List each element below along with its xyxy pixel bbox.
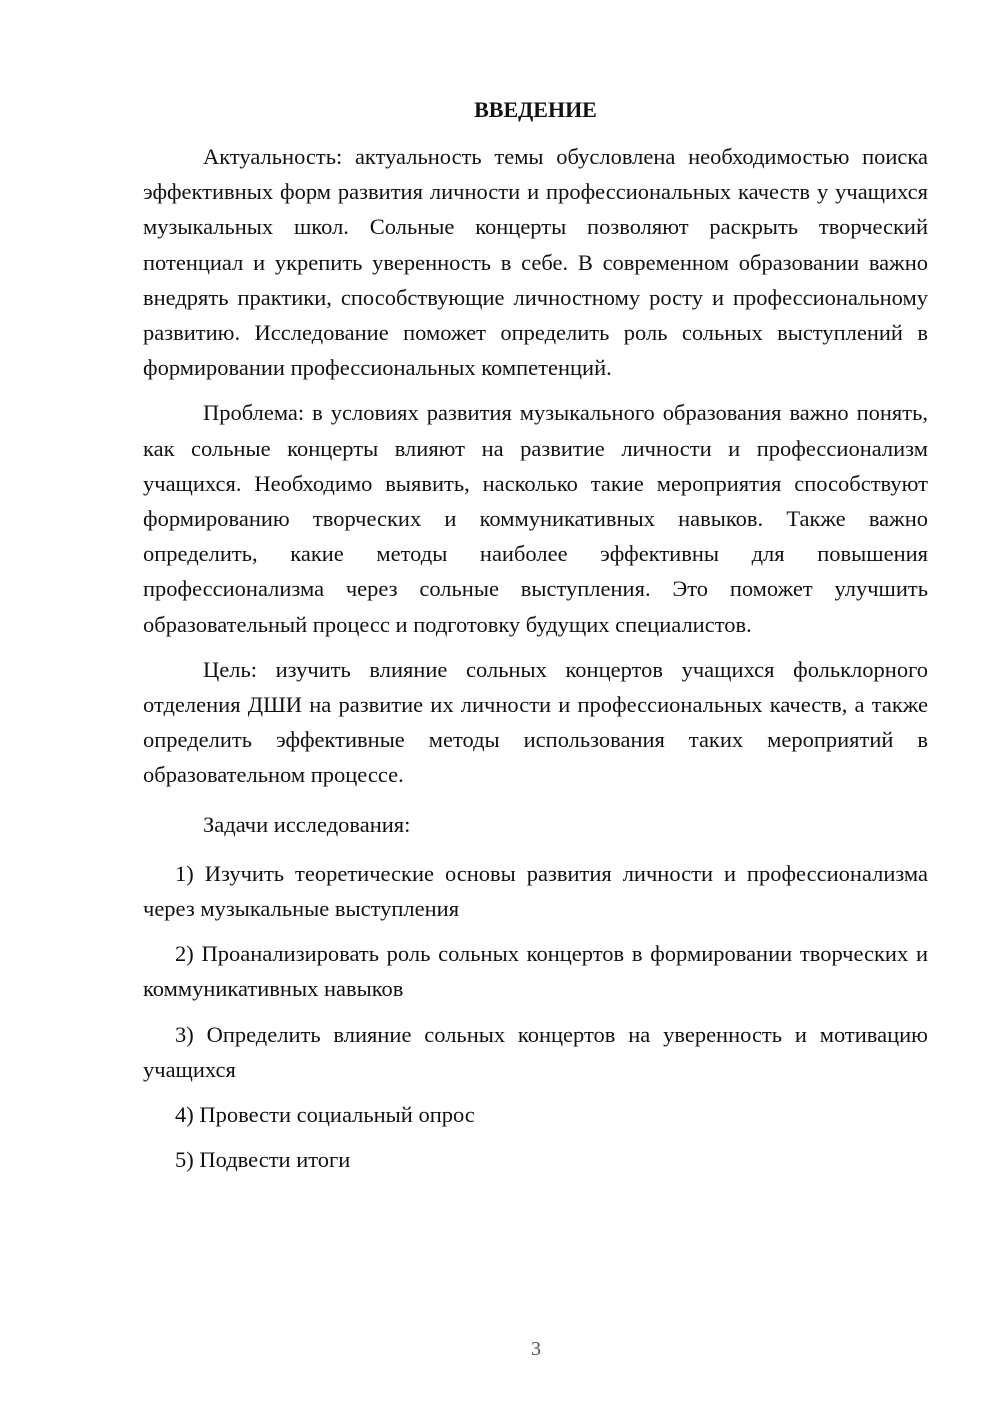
page-content bbox=[143, 92, 928, 1187]
paragraph-problem: Проблема: в условиях развития музыкального образования важно понять, как сольные концерты влияют на развитие личности и профессионализм учащихся. Необходимо выявить, насколько такие мероприятия способствуют формированию творческих и коммуникативных навыков. Также важно определить, какие методы наиболее эффективны для повышения профессионализма через сольные выступления. Это поможет улучшить образовательный процесс и подготовку будущих специалистов. bbox=[143, 400, 928, 637]
section-heading: ВВЕДЕНИЕ bbox=[474, 97, 597, 122]
task-item-2: 2) Проанализировать роль сольных концертов в формировании творческих и коммуникативных навыков bbox=[143, 941, 928, 1002]
paragraph-goal: Цель: изучить влияние сольных концертов учащихся фольклорного отделения ДШИ на развитие их личности и профессиональных качеств, а также определить эффективные методы использования таких мероприятий в образовательном процессе. bbox=[143, 656, 928, 788]
task-item-3: 3) Определить влияние сольных концертов на уверенность и мотивацию учащихся bbox=[143, 1021, 928, 1082]
task-item-5: 5) Подвести итоги bbox=[175, 1147, 351, 1173]
paragraph-relevance: Актуальность: актуальность темы обусловлена необходимостью поиска эффективных форм развития личности и профессиональных качеств у учащихся музыкальных школ. Сольные концерты позволяют раскрыть творческий потенциал и укрепить уверенность в себе. В современном образовании важно внедрять практики, способствующие личностному росту и профессиональному развитию. Исследование поможет определить роль сольных выступлений в формировании профессиональных компетенций. bbox=[143, 144, 928, 381]
tasks-header: Задачи исследования: bbox=[203, 811, 411, 837]
task-item-4: 4) Провести социальный опрос bbox=[175, 1102, 475, 1128]
page-number: 3 bbox=[531, 1338, 541, 1360]
task-item-1: 1) Изучить теоретические основы развития личности и профессионализма через музыкальные выступления bbox=[143, 860, 928, 922]
